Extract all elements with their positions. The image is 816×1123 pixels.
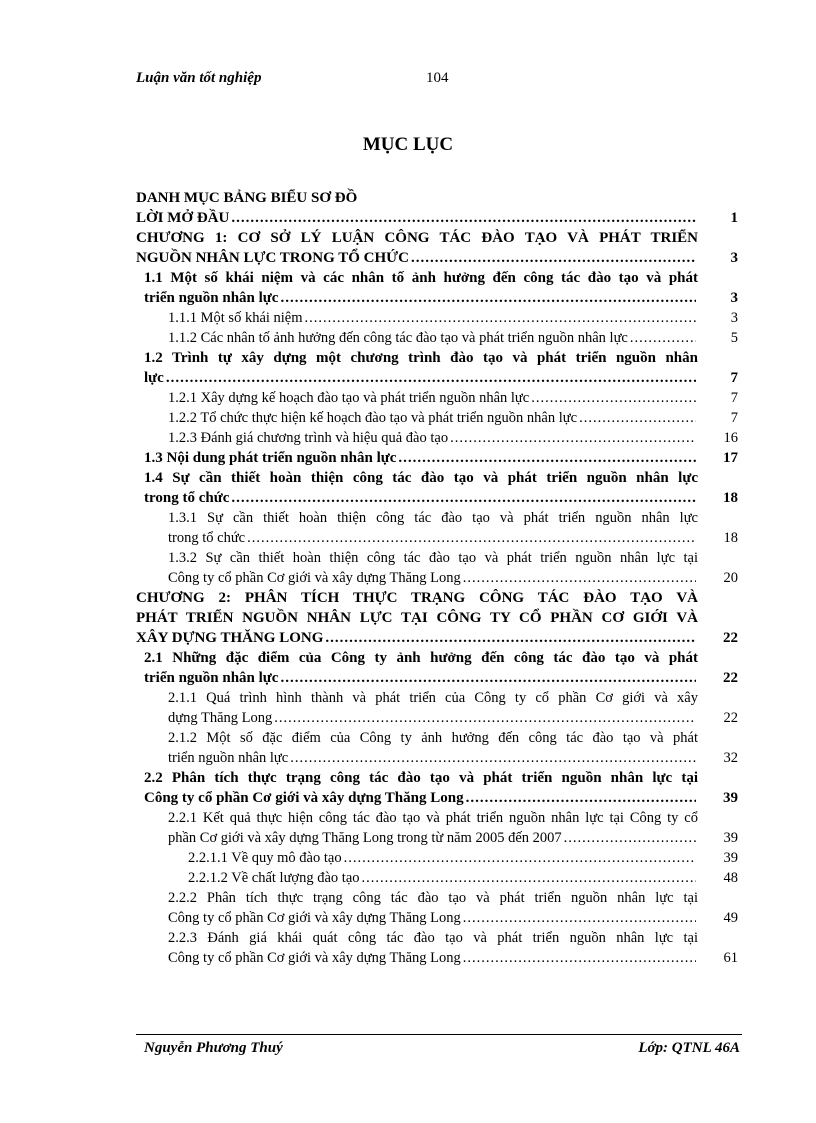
toc-entry-title: 1.2.2 Tổ chức thực hiện kế hoạch đào tạo và phát triển nguồn nhân lực xyxy=(168,410,578,426)
toc-entry-chapter[interactable] xyxy=(136,208,740,228)
dot-leader xyxy=(398,448,696,468)
dot-leader xyxy=(450,428,696,448)
toc-entry-subsection[interactable] xyxy=(136,728,740,768)
toc-entry-title: trong tổ chức xyxy=(168,530,246,546)
toc-entry-title-line: 2.1 Những đặc điểm của Công ty ảnh hưởng đến công tác đào tạo và phát xyxy=(144,650,698,666)
toc-entry-title: Công ty cổ phần Cơ giới và xây dựng Thăng Long xyxy=(168,950,461,966)
toc-page-number: 3 xyxy=(730,250,738,266)
toc-entry-title: 1.1.1 Một số khái niệm xyxy=(168,310,303,326)
toc-page-number: 5 xyxy=(730,330,738,346)
toc-entry-title: DANH MỤC BẢNG BIỂU SƠ ĐỒ xyxy=(136,190,358,206)
dot-leader xyxy=(466,788,696,808)
toc-entry-title-line: 1.2 Trình tự xây dựng một chương trình đào tạo và phát triển nguồn nhân xyxy=(144,350,698,366)
toc-entry-title-line: 1.3.2 Sự cần thiết hoàn thiện công tác đào tạo và phát triển nguồn nhân lực tại xyxy=(168,550,698,566)
toc-entry-title-line: PHÁT TRIỂN NGUỒN NHÂN LỰC TẠI CÔNG TY CỔ PHẦN CƠ GIỚI VÀ xyxy=(136,610,698,626)
toc-entry-title-line: 2.2.3 Đánh giá khái quát công tác đào tạo và phát triển nguồn nhân lực tại xyxy=(168,930,698,946)
toc-entry-title: trong tổ chức xyxy=(144,490,230,506)
toc-entry-title-line: 2.1.1 Quá trình hình thành và phát triển của Công ty cổ phần Cơ giới và xây xyxy=(168,690,698,706)
page-header xyxy=(136,70,736,90)
toc-entry-chapter[interactable] xyxy=(136,588,740,648)
page-footer xyxy=(136,1040,740,1062)
toc-entry-title-line: 2.2 Phân tích thực trạng công tác đào tạo và phát triển nguồn nhân lực tại xyxy=(144,770,698,786)
dot-leader xyxy=(274,708,696,728)
thesis-label: Luận văn tốt nghiệp xyxy=(136,70,262,86)
toc-page-number: 1 xyxy=(730,210,738,226)
dot-leader xyxy=(630,328,696,348)
toc-entry-section[interactable] xyxy=(136,448,740,468)
dot-leader xyxy=(531,388,696,408)
toc-entry-title: lực xyxy=(144,370,164,386)
toc-entry-title-line: 1.3.1 Sự cần thiết hoàn thiện công tác đào tạo và phát triển nguồn nhân lực xyxy=(168,510,698,526)
dot-leader xyxy=(411,248,696,268)
dot-leader xyxy=(290,748,696,768)
toc-entry-title: 1.1.2 Các nhân tố ảnh hưởng đến công tác đào tạo và phát triển nguồn nhân lực xyxy=(168,330,628,346)
toc-entry-subsection[interactable] xyxy=(136,928,740,968)
toc-page-number: 17 xyxy=(723,450,738,466)
toc-page-number: 3 xyxy=(730,290,738,306)
toc-entry-section[interactable] xyxy=(136,268,740,308)
toc-page-number: 39 xyxy=(723,830,738,846)
toc-page-number: 7 xyxy=(730,390,738,406)
dot-leader xyxy=(305,308,696,328)
toc-entry-title: triển nguồn nhân lực xyxy=(144,670,279,686)
toc-page-number: 48 xyxy=(723,870,738,886)
dot-leader xyxy=(280,288,696,308)
toc-entry-title-line: 1.1 Một số khái niệm và các nhân tố ảnh hưởng đến công tác đào tạo và phát xyxy=(144,270,698,286)
toc-page-number: 22 xyxy=(723,630,738,646)
dot-leader xyxy=(579,408,696,428)
toc-page-number: 20 xyxy=(723,570,738,586)
dot-leader xyxy=(463,948,696,968)
page-title: MỤC LỤC xyxy=(362,134,454,155)
dot-leader xyxy=(280,668,696,688)
table-of-contents xyxy=(136,188,740,968)
dot-leader xyxy=(463,568,696,588)
toc-entry-title: 1.2.3 Đánh giá chương trình và hiệu quả đào tạo xyxy=(168,430,449,446)
toc-entry-title: Công ty cổ phần Cơ giới và xây dựng Thăng Long xyxy=(144,790,464,806)
toc-page-number: 18 xyxy=(723,490,738,506)
toc-entry-title-line: 2.1.2 Một số đặc điểm của Công ty ảnh hưởng đến công tác đào tạo và phát xyxy=(168,730,698,746)
dot-leader xyxy=(247,528,696,548)
toc-entry-subsubsection[interactable] xyxy=(136,848,740,868)
toc-entry-title: dựng Thăng Long xyxy=(168,710,273,726)
toc-page-number: 39 xyxy=(723,850,738,866)
toc-entry-subsection[interactable] xyxy=(136,428,740,448)
toc-entry-chapter[interactable] xyxy=(136,188,740,208)
toc-entry-title: XÂY DỰNG THĂNG LONG xyxy=(136,630,324,646)
author-name: Nguyễn Phương Thuý xyxy=(144,1040,283,1056)
toc-entry-title-line: CHƯƠNG 2: PHÂN TÍCH THỰC TRẠNG CÔNG TÁC ĐÀO TẠO VÀ xyxy=(136,590,698,606)
toc-entry-title: 1.2.1 Xây dựng kế hoạch đào tạo và phát triển nguồn nhân lực xyxy=(168,390,530,406)
dot-leader xyxy=(564,828,696,848)
toc-entry-title-line: 2.2.2 Phân tích thực trạng công tác đào tạo và phát triển nguồn nhân lực tại xyxy=(168,890,698,906)
toc-entry-title: Công ty cổ phần Cơ giới và xây dựng Thăng Long xyxy=(168,910,461,926)
toc-page-number: 61 xyxy=(723,950,738,966)
dot-leader xyxy=(166,368,696,388)
toc-entry-subsection[interactable] xyxy=(136,508,740,548)
toc-entry-subsection[interactable] xyxy=(136,308,740,328)
toc-entry-subsection[interactable] xyxy=(136,548,740,588)
toc-entry-chapter[interactable] xyxy=(136,228,740,268)
toc-entry-title: 2.2.1.2 Về chất lượng đào tạo xyxy=(188,870,360,886)
toc-page-number: 22 xyxy=(723,670,738,686)
toc-entry-title: triển nguồn nhân lực xyxy=(144,290,279,306)
toc-page-number: 18 xyxy=(723,530,738,546)
toc-entry-section[interactable] xyxy=(136,768,740,808)
toc-entry-title-line: 1.4 Sự cần thiết hoàn thiện công tác đào tạo và phát triển nguồn nhân lực xyxy=(144,470,698,486)
dot-leader xyxy=(231,488,696,508)
toc-entry-subsection[interactable] xyxy=(136,408,740,428)
toc-entry-title: phần Cơ giới và xây dựng Thăng Long trong từ năm 2005 đến 2007 xyxy=(168,830,562,846)
dot-leader xyxy=(362,868,696,888)
toc-entry-subsubsection[interactable] xyxy=(136,868,740,888)
toc-entry-title: Công ty cổ phần Cơ giới và xây dựng Thăng Long xyxy=(168,570,461,586)
toc-page-number: 39 xyxy=(723,790,738,806)
toc-entry-subsection[interactable] xyxy=(136,688,740,728)
toc-page-number: 3 xyxy=(730,310,738,326)
toc-page-number: 7 xyxy=(730,410,738,426)
dot-leader xyxy=(344,848,696,868)
dot-leader xyxy=(463,908,696,928)
toc-entry-subsection[interactable] xyxy=(136,888,740,928)
toc-entry-title-line: CHƯƠNG 1: CƠ SỞ LÝ LUẬN CÔNG TÁC ĐÀO TẠO VÀ PHÁT TRIỂN xyxy=(136,230,698,246)
toc-page-number: 49 xyxy=(723,910,738,926)
toc-entry-section[interactable] xyxy=(136,348,740,388)
toc-entry-subsection[interactable] xyxy=(136,328,740,348)
toc-entry-title-line: 2.2.1 Kết quả thực hiện công tác đào tạo và phát triển nguồn nhân lực tại Công ty cổ xyxy=(168,810,698,826)
toc-page-number: 16 xyxy=(723,430,738,446)
toc-entry-title: 2.2.1.1 Về quy mô đào tạo xyxy=(188,850,342,866)
toc-page-number: 32 xyxy=(723,750,738,766)
toc-page-number: 22 xyxy=(723,710,738,726)
page-number: 104 xyxy=(426,70,449,86)
toc-entry-section[interactable] xyxy=(136,648,740,688)
toc-entry-title: 1.3 Nội dung phát triển nguồn nhân lực xyxy=(144,450,397,466)
toc-entry-title: NGUỒN NHÂN LỰC TRONG TỔ CHỨC xyxy=(136,250,409,266)
toc-entry-title: triển nguồn nhân lực xyxy=(168,750,289,766)
dot-leader xyxy=(231,208,696,228)
toc-entry-section[interactable] xyxy=(136,468,740,508)
dot-leader xyxy=(325,628,696,648)
toc-entry-subsection[interactable] xyxy=(136,808,740,848)
class-label: Lớp: QTNL 46A xyxy=(638,1040,740,1056)
footer-divider xyxy=(136,1034,742,1035)
toc-entry-title: LỜI MỞ ĐẦU xyxy=(136,210,230,226)
toc-page-number: 7 xyxy=(730,370,738,386)
toc-entry-subsection[interactable] xyxy=(136,388,740,408)
